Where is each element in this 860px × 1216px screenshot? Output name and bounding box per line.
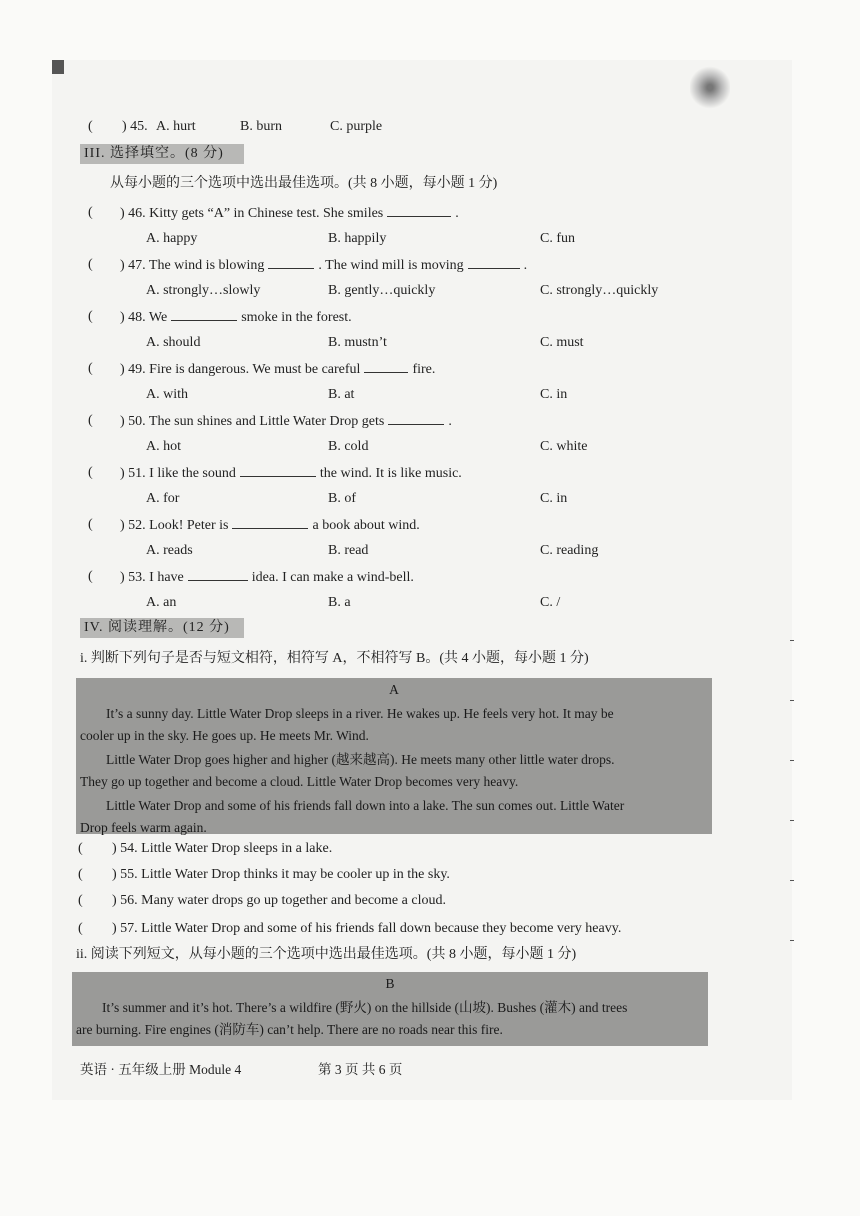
section-instruction: 从每小题的三个选项中选出最佳选项。(共 8 小题，每小题 1 分) — [110, 176, 498, 191]
answer-paren[interactable]: ( — [88, 361, 93, 376]
option-c: C. strongly…quickly — [540, 283, 659, 298]
judge-statement: ) 55. Little Water Drop thinks it may be cooler up in the sky. — [112, 867, 450, 882]
passage-title: A — [389, 682, 399, 697]
margin-tick — [790, 940, 794, 941]
option-b: B. a — [328, 595, 351, 610]
passage-title: B — [385, 976, 395, 991]
answer-blank[interactable] — [364, 360, 408, 373]
answer-blank[interactable] — [240, 464, 316, 477]
answer-paren: ( — [88, 119, 93, 134]
footer-page: 第 3 页 共 6 页 — [318, 1062, 403, 1077]
corner-stamp-image — [690, 65, 730, 110]
question-stem — [120, 256, 527, 275]
passage-line: Little Water Drop goes higher and higher (越来越高). He meets many other little water drops. — [106, 752, 615, 767]
question-text: . — [455, 206, 459, 221]
question-stem — [120, 412, 452, 431]
option-b: B. read — [328, 543, 369, 558]
scan-mark — [52, 60, 64, 74]
passage-line: It’s summer and it’s hot. There’s a wildfire (野火) on the hillside (山坡). Bushes (灌木) and trees — [102, 1000, 628, 1015]
option-c: C. in — [540, 387, 568, 402]
answer-paren[interactable]: ( — [78, 893, 83, 908]
question-text: ) 47. The wind is blowing — [120, 258, 265, 273]
option-b: B. mustn’t — [328, 335, 387, 350]
question-stem — [120, 516, 420, 535]
option-a: A. strongly…slowly — [146, 283, 261, 298]
option-a: A. happy — [146, 231, 198, 246]
answer-blank[interactable] — [388, 412, 444, 425]
question-text: smoke in the forest. — [241, 310, 352, 325]
option-a: A. hot — [146, 439, 181, 454]
option-a: A. an — [146, 595, 177, 610]
option-a: A. should — [146, 335, 201, 350]
option-c: C. / — [540, 595, 561, 610]
answer-paren[interactable]: ( — [78, 867, 83, 882]
question-text: idea. I can make a wind-bell. — [251, 570, 414, 585]
answer-blank[interactable] — [171, 308, 237, 321]
question-text: ) 48. We — [120, 310, 168, 325]
question-text: . The wind mill is moving — [318, 258, 464, 273]
question-text: ) 49. Fire is dangerous. We must be careful — [120, 362, 361, 377]
part2-instruction: ii. 阅读下列短文，从每小题的三个选项中选出最佳选项。(共 8 小题，每小题 1 分) — [76, 947, 577, 962]
option-b: B. of — [328, 491, 356, 506]
answer-blank[interactable] — [232, 516, 308, 529]
question-text: ) 52. Look! Peter is — [120, 518, 229, 533]
judge-statement: ) 54. Little Water Drop sleeps in a lake. — [112, 841, 333, 856]
answer-paren[interactable]: ( — [88, 517, 93, 532]
judge-statement: ) 56. Many water drops go up together and become a cloud. — [112, 893, 446, 908]
answer-paren[interactable]: ( — [88, 569, 93, 584]
question-stem — [120, 204, 459, 223]
option-a: A. hurt — [156, 119, 196, 134]
part1-instruction: i. 判断下列句子是否与短文相符，相符写 A，不相符写 B。(共 4 小题，每小题 1 分) — [80, 651, 589, 666]
margin-tick — [790, 820, 794, 821]
section-header-4: IV. 阅读理解。(12 分) — [80, 618, 244, 638]
option-a: A. reads — [146, 543, 193, 558]
judge-statement: ) 57. Little Water Drop and some of his friends fall down because they become very heavy. — [112, 921, 622, 936]
option-b: B. burn — [240, 119, 282, 134]
option-a: A. with — [146, 387, 188, 402]
margin-tick — [790, 640, 794, 641]
question-stem — [120, 360, 435, 379]
question-stem — [120, 568, 414, 587]
option-b: B. happily — [328, 231, 387, 246]
option-b: B. gently…quickly — [328, 283, 436, 298]
passage-line: They go up together and become a cloud. Little Water Drop becomes very heavy. — [80, 774, 519, 789]
question-text: . — [448, 414, 452, 429]
answer-paren[interactable]: ( — [78, 921, 83, 936]
question-text: ) 46. Kitty gets “A” in Chinese test. She smiles — [120, 206, 384, 221]
answer-blank[interactable] — [188, 568, 248, 581]
answer-paren[interactable]: ( — [88, 257, 93, 272]
question-text: a book about wind. — [312, 518, 420, 533]
question-text: . — [523, 258, 528, 273]
passage-b — [72, 972, 708, 1046]
answer-paren[interactable]: ( — [88, 465, 93, 480]
question-text: ) 51. I like the sound — [120, 466, 236, 481]
answer-blank[interactable] — [387, 204, 451, 217]
question-text: the wind. It is like music. — [319, 466, 462, 481]
option-c: C. purple — [330, 119, 383, 134]
answer-blank[interactable] — [468, 256, 520, 269]
passage-line: It’s a sunny day. Little Water Drop sleeps in a river. He wakes up. He feels very hot. It may be — [106, 706, 614, 721]
option-c: C. must — [540, 335, 584, 350]
margin-tick — [790, 700, 794, 701]
option-a: A. for — [146, 491, 180, 506]
question-text: ) 53. I have — [120, 570, 184, 585]
answer-blank[interactable] — [268, 256, 314, 269]
option-c: C. fun — [540, 231, 575, 246]
section-header-3: III. 选择填空。(8 分) — [80, 144, 244, 164]
question-stem — [120, 464, 462, 483]
margin-tick — [790, 880, 794, 881]
option-b: B. cold — [328, 439, 369, 454]
answer-paren[interactable]: ( — [78, 841, 83, 856]
passage-a — [76, 678, 712, 834]
margin-tick — [790, 760, 794, 761]
passage-line: are burning. Fire engines (消防车) can’t help. There are no roads near this fire. — [76, 1022, 503, 1037]
passage-line: cooler up in the sky. He goes up. He meets Mr. Wind. — [80, 728, 369, 743]
footer-book: 英语 · 五年级上册 Module 4 — [80, 1062, 242, 1077]
option-c: C. in — [540, 491, 568, 506]
answer-paren[interactable]: ( — [88, 413, 93, 428]
question-number: ) 45. — [122, 119, 148, 134]
passage-line: Drop feels warm again. — [80, 820, 207, 835]
passage-line: Little Water Drop and some of his friends fall down into a lake. The sun comes out. Little Water — [106, 798, 625, 813]
question-stem — [120, 308, 352, 327]
option-b: B. at — [328, 387, 355, 402]
question-text: ) 50. The sun shines and Little Water Drop gets — [120, 414, 385, 429]
answer-paren[interactable]: ( — [88, 309, 93, 324]
option-c: C. white — [540, 439, 588, 454]
option-c: C. reading — [540, 543, 599, 558]
answer-paren[interactable]: ( — [88, 205, 93, 220]
question-text: fire. — [412, 362, 436, 377]
